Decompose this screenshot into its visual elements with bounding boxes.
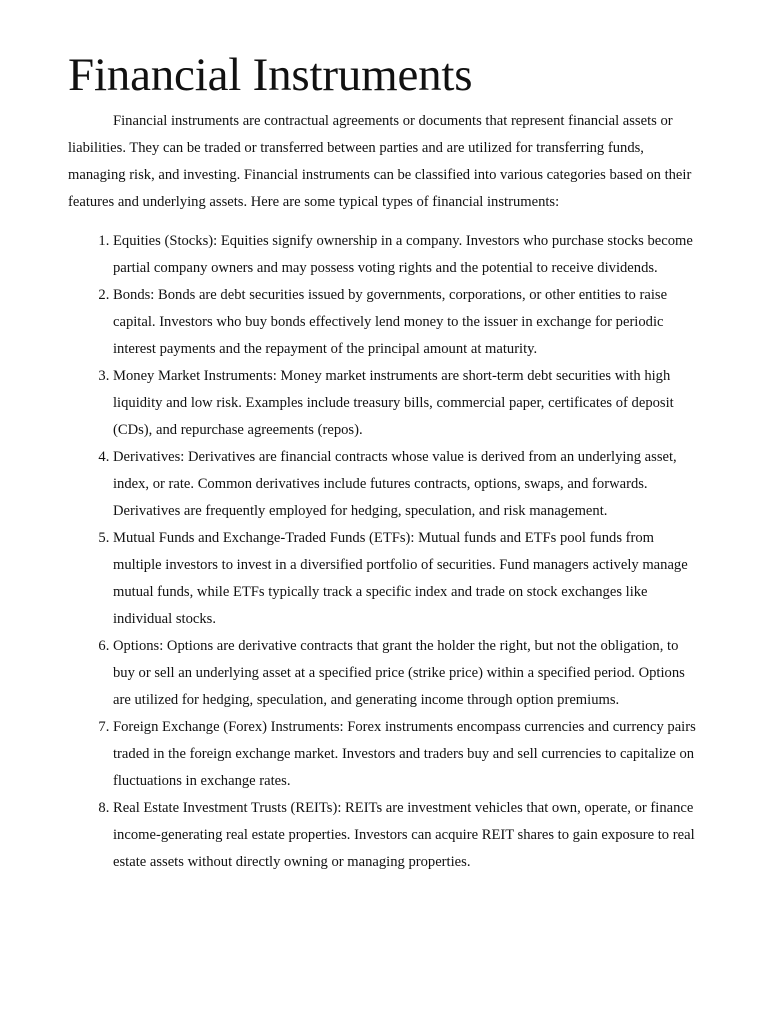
list-item-options: 6. Options: Options are derivative contracts that grant the holder the right, but not the obligation, to buy or sell an underlying asset at a specified price (strike price) within a specified period. Options are utilized for hedging, speculation, and generating income through option premiums. xyxy=(113,633,700,714)
intro-paragraph: Financial instruments are contractual agreements or documents that represent financial assets or liabilities. They can be traded or transferred between parties and are utilized for transferring funds, managing risk, and investing. Financial instruments can be classified into various categories based on their features and underlying assets. Here are some typical types of financial instruments: xyxy=(68,113,692,210)
document-page xyxy=(68,48,700,876)
list-item-forex: 7. Foreign Exchange (Forex) Instruments: Forex instruments encompass currencies and currency pairs traded in the foreign exchange market. Investors and traders buy and sell currencies to capitalize on fluctuations in exchange rates. xyxy=(113,714,700,795)
list-item-equities: 1. Equities (Stocks): Equities signify ownership in a company. Investors who purchase stocks become partial company owners and may possess voting rights and the potential to receive dividends. xyxy=(113,228,700,282)
list-item-derivatives: 4. Derivatives: Derivatives are financial contracts whose value is derived from an underlying asset, index, or rate. Common derivatives include futures contracts, options, swaps, and forwards. Derivatives are frequently employed for hedging, speculation, and risk management. xyxy=(113,444,700,525)
list-item-bonds: 2. Bonds: Bonds are debt securities issued by governments, corporations, or other entities to raise capital. Investors who buy bonds effectively lend money to the issuer in exchange for periodic interest payments and the repayment of the principal amount at maturity. xyxy=(113,282,700,363)
list-item-money-market: 3. Money Market Instruments: Money market instruments are short-term debt securities with high liquidity and low risk. Examples include treasury bills, commercial paper, certificates of deposit (CDs), and repurchase agreements (repos). xyxy=(113,363,700,444)
list-item-reits: 8. Real Estate Investment Trusts (REITs): REITs are investment vehicles that own, operate, or finance income-generating real estate properties. Investors can acquire REIT shares to gain exposure to real estate assets without directly owning or managing properties. xyxy=(113,795,700,876)
list-item-mutual-funds-etfs: 5. Mutual Funds and Exchange-Traded Funds (ETFs): Mutual funds and ETFs pool funds from multiple investors to invest in a diversified portfolio of securities. Fund managers actively manage mutual funds, while ETFs typically track a specific index and trade on stock exchanges like individual stocks. xyxy=(113,525,700,633)
page-title: Financial Instruments xyxy=(68,49,473,101)
instrument-list xyxy=(68,228,700,876)
